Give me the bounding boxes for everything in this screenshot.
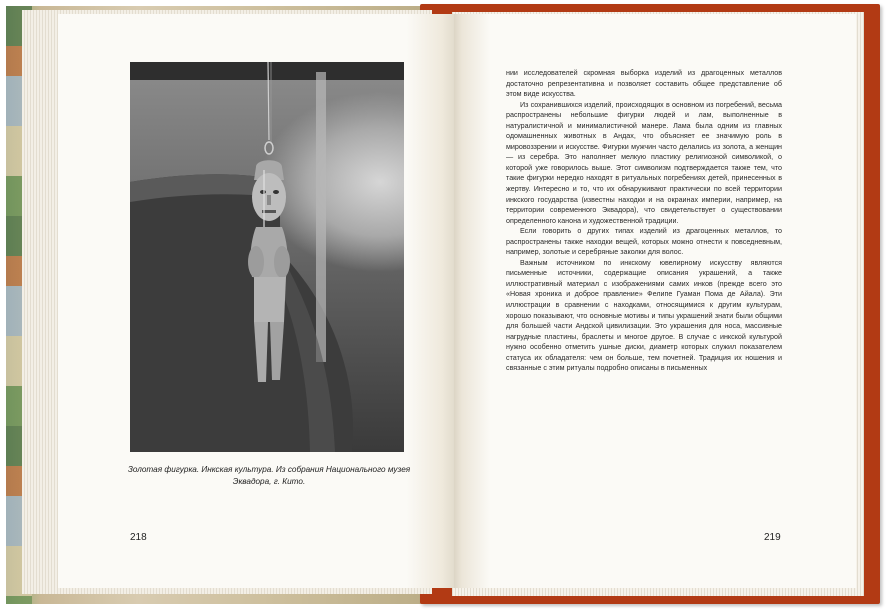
left-page: [58, 14, 454, 588]
figurine-illustration: [130, 62, 404, 452]
body-text: [506, 68, 782, 374]
figurine-photo: [130, 62, 404, 452]
page-number-left: 218: [130, 532, 147, 543]
page-number-right: 219: [764, 532, 781, 543]
paragraph: Важным источником по инкскому ювелирному искусству являются письменные источники, содержащие описания украшений, а также иллюстративный материал с изображениями самих инков (прежде всего это «Новая хроника и доброе правление» Фелипе Гуаман Пома де Айала). Эти иллюстрации в сравнении с находками, относящимися к другим культурам, хорошо показывают, что основные мотивы и типы украшений знати были общими для большей части Андской цивилизации. Это украшения для носа, массивные нагрудные пластины, браслеты и многое другое. В случае с инкской культурой нужно особенно отметить ушные диски, диаметр которых служил показателем статуса их обладателя: чем он больше, тем почетней. Традиция их ношения и связанные с этим ритуалы подробно описаны в письменных: [506, 258, 782, 373]
paragraph: нии исследователей скромная выборка изделий из драгоценных металлов достаточно репрезентативна и позволяет составить общее представление об этом виде искусства.: [506, 69, 782, 99]
paragraph: Из сохранившихся изделий, происходящих в основном из погребений, весьма распространены небольшие фигурки людей и лам, выполненные в натуралистичной и минималистичной манере. Лама была одним из главных одомашненных животных в Андах, что объясняет ее значимую роль в мировоззрении и искусстве. Фигурки мужчин часто делались из золота, а женщин — из серебра. Это наполняет мелкую пластику религиозной символикой, о которой уже говорилось выше. Этот символизм подтверждается также тем, что такие фигурки нередко находят в ритуальных погребениях детей, принесенных в жертву. Интересно и то, что их обнаруживают практически по всей территории инкского государства (известны находки и на окраинах империи, например, на территории современного Эквадора), что свидетельствует о существовании определенного канона и художественной традиции.: [506, 100, 782, 225]
paragraph: Если говорить о других типах изделий из драгоценных металлов, то распространены также находки вещей, которых можно отнести к повседневным, например, золотые и серебряные заколки для волос.: [506, 227, 782, 257]
right-page: [454, 14, 856, 588]
photo-caption: Золотая фигурка. Инкская культура. Из собрания Национального музея Эквадора, г. Кито.: [127, 465, 411, 486]
